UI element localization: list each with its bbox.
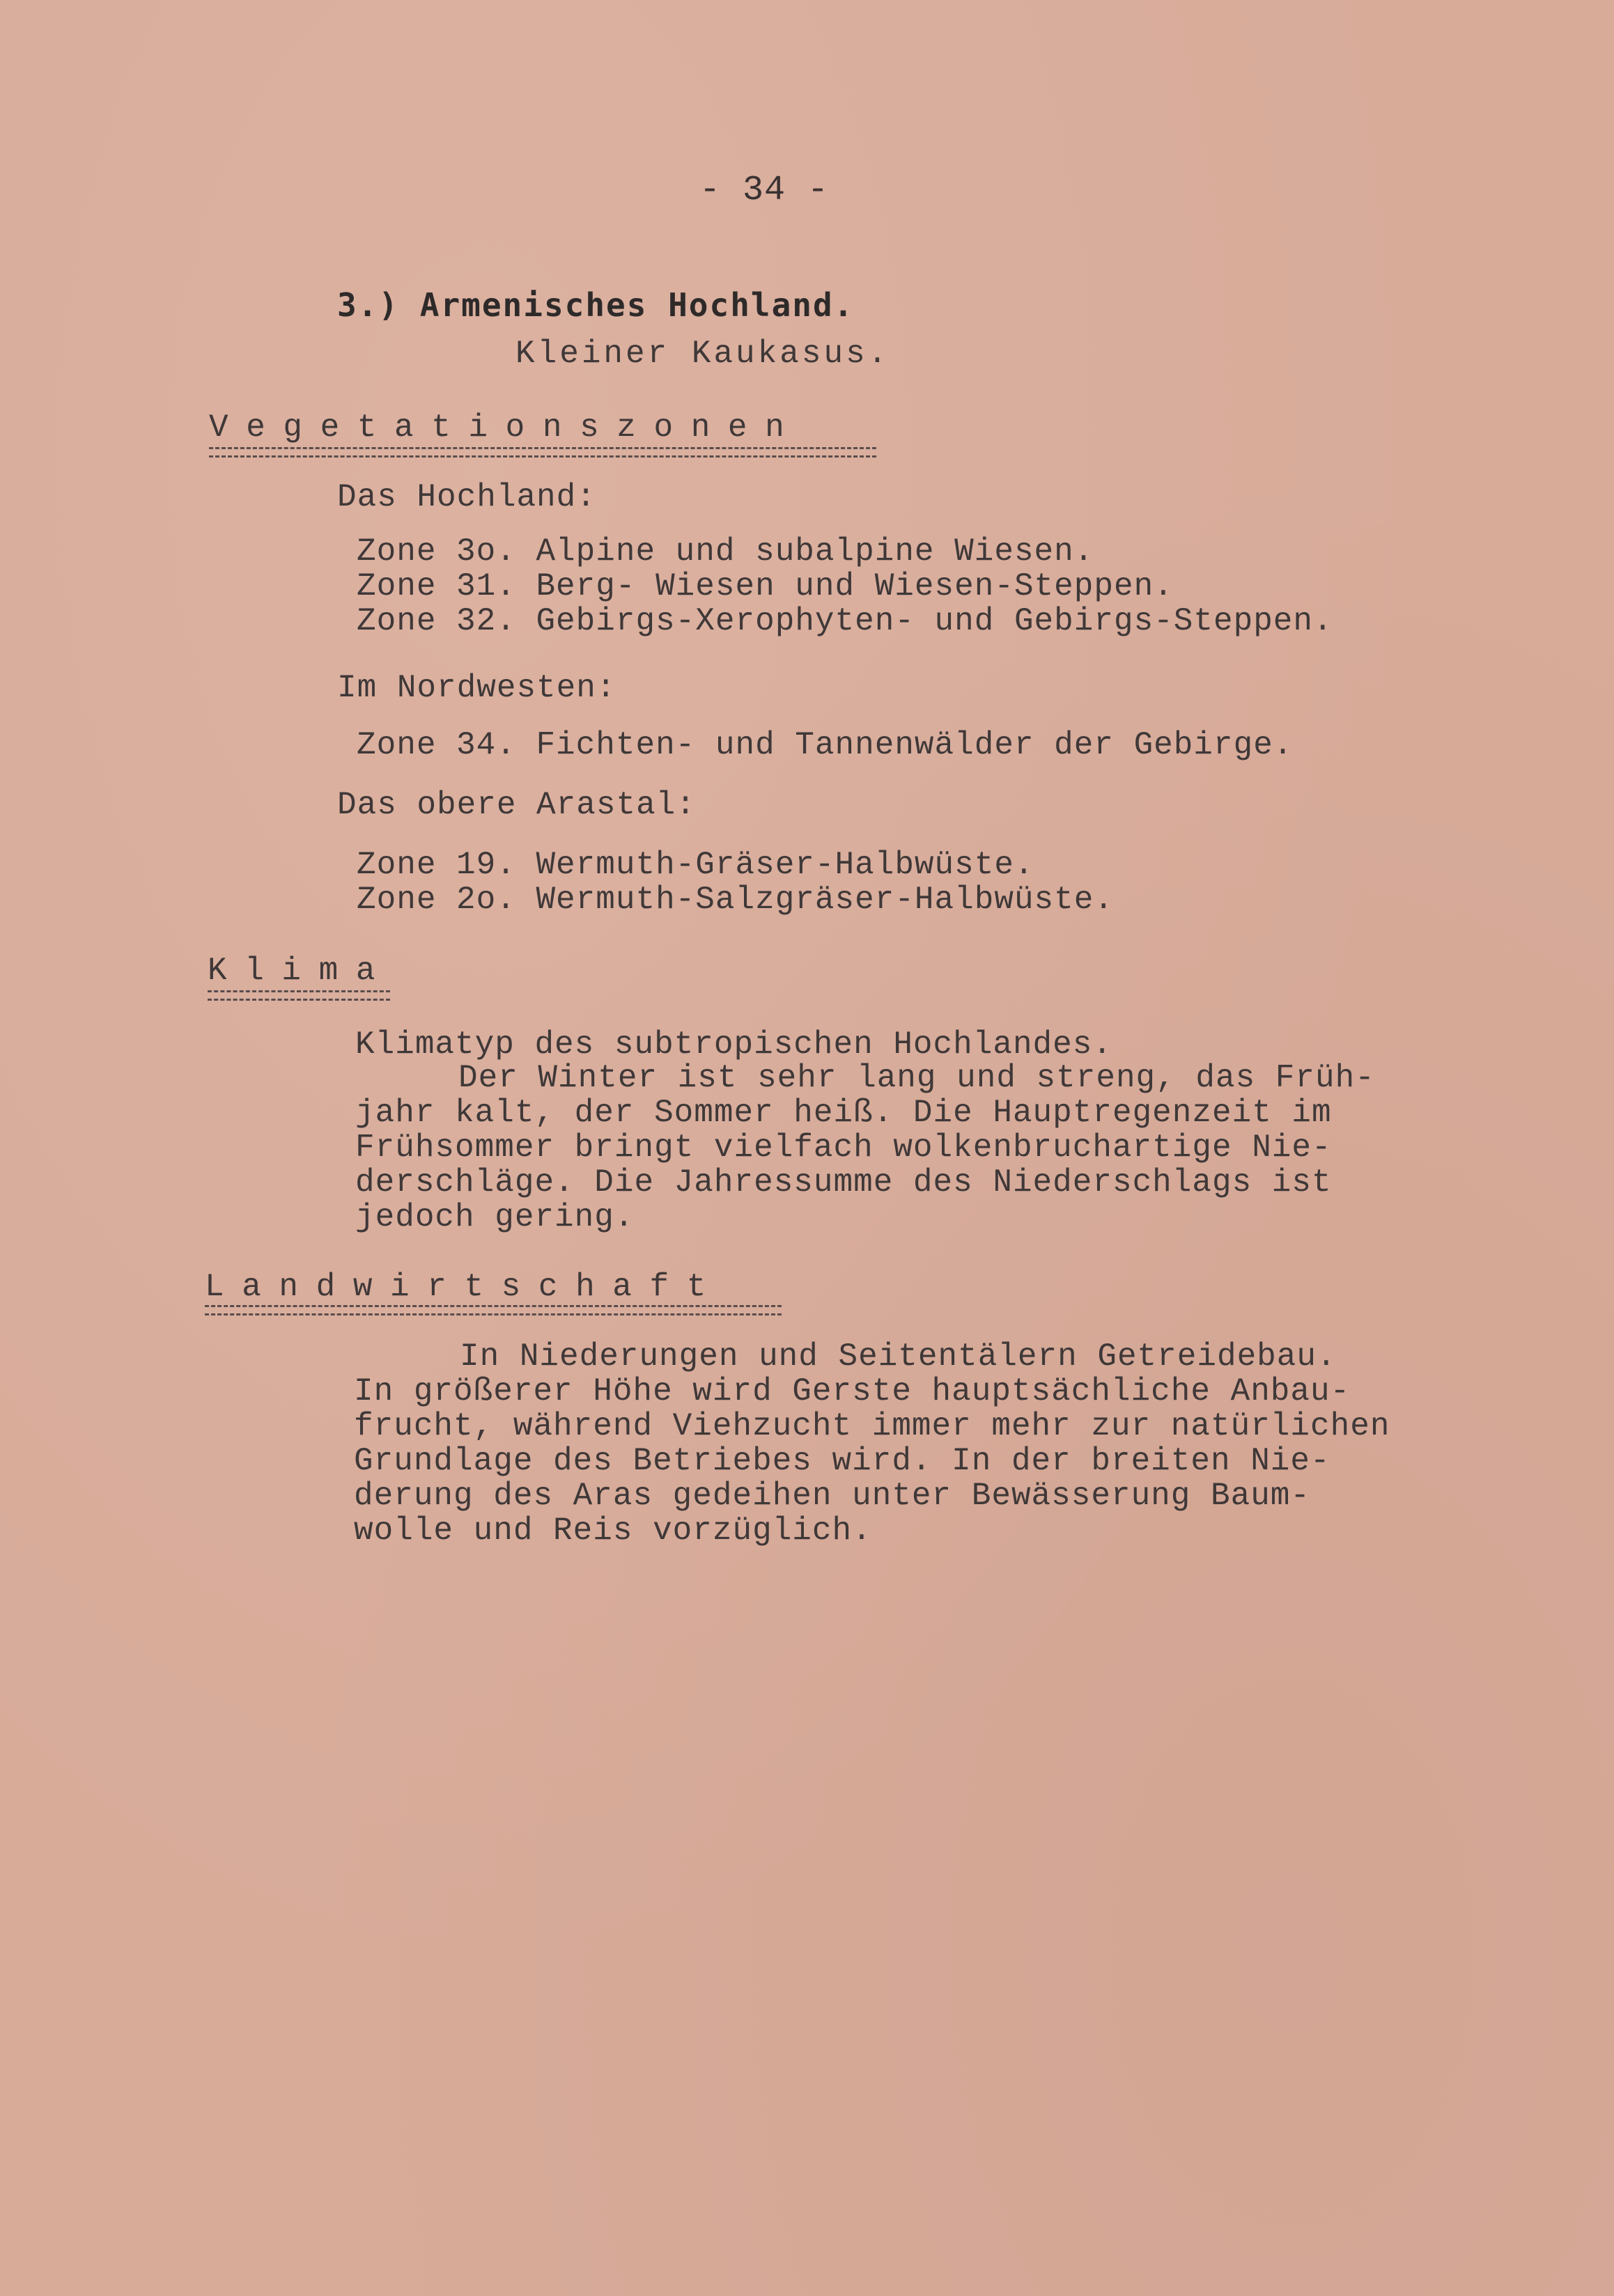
zone-line: Zone 2o. Wermuth-Salzgräser-Halbwüste.	[357, 882, 1114, 918]
klima-text-line: jahr kalt, der Sommer heiß. Die Hauptregenzeit im	[355, 1095, 1332, 1131]
landwirtschaft-text-line: derung des Aras gedeihen unter Bewässerung Baum-	[354, 1478, 1311, 1514]
klima-heading: K l i m a	[208, 953, 375, 989]
hochland-label: Das Hochland:	[337, 479, 596, 515]
zone-line: Zone 31. Berg- Wiesen und Wiesen-Steppen.	[357, 568, 1174, 604]
zone-line: Zone 3o. Alpine und subalpine Wiesen.	[357, 533, 1094, 570]
section-title: 3.) Armenisches Hochland.	[337, 286, 855, 324]
klima-text-line: jedoch gering.	[355, 1199, 635, 1235]
landwirtschaft-heading-rule	[205, 1305, 782, 1315]
landwirtschaft-text-line: Grundlage des Betriebes wird. In der breiten Nie-	[354, 1443, 1330, 1479]
vegetation-heading-rule	[209, 447, 876, 458]
klima-text-line: Klimatyp des subtropischen Hochlandes.	[355, 1026, 1112, 1063]
landwirtschaft-text-line: wolle und Reis vorzüglich.	[354, 1513, 872, 1549]
landwirtschaft-text-line: frucht, während Viehzucht immer mehr zur natürlichen	[354, 1408, 1390, 1444]
zone-line: Zone 32. Gebirgs-Xerophyten- und Gebirgs-Steppen.	[357, 603, 1333, 639]
klima-text-line: Der Winter ist sehr lang und streng, das Früh-	[458, 1060, 1375, 1096]
klima-heading-rule	[208, 990, 390, 1001]
landwirtschaft-text-line: In größerer Höhe wird Gerste hauptsächliche Anbau-	[354, 1373, 1351, 1409]
zone-line: Zone 34. Fichten- und Tannenwälder der Gebirge.	[357, 727, 1294, 763]
nordwesten-label: Im Nordwesten:	[337, 670, 616, 706]
landwirtschaft-heading: L a n d w i r t s c h a f t	[205, 1269, 706, 1305]
zone-line: Zone 19. Wermuth-Gräser-Halbwüste.	[357, 847, 1034, 883]
vegetation-heading: V e g e t a t i o n s z o n e n	[209, 409, 784, 446]
klima-text-line: derschläge. Die Jahressumme des Niederschlags ist	[355, 1164, 1332, 1201]
section-subtitle: Kleiner Kaukasus.	[515, 336, 890, 372]
landwirtschaft-text-line: In Niederungen und Seitentälern Getreidebau.	[460, 1338, 1337, 1375]
klima-text-line: Frühsommer bringt vielfach wolkenbruchartige Nie-	[355, 1130, 1332, 1166]
page-number: - 34 -	[699, 171, 830, 210]
arastal-label: Das obere Arastal:	[337, 787, 696, 823]
